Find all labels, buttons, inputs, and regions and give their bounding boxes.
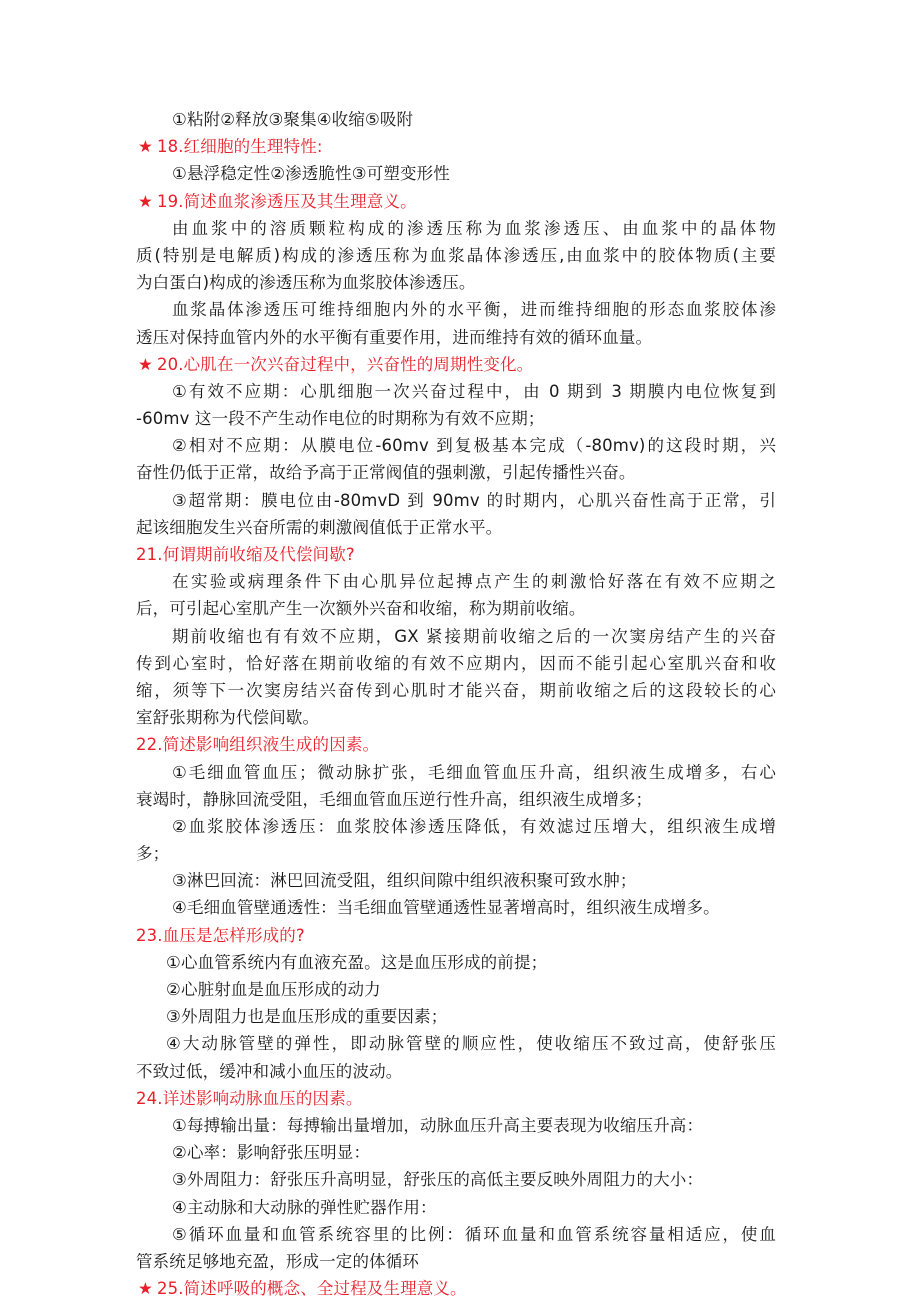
line-text: ①悬浮稳定性②渗透脆性③可塑变形性 <box>172 164 450 184</box>
line-text: 缩，须等下一次窦房结兴奋传到心肌时才能兴奋，期前收缩之后的这段较长的心 <box>136 680 776 700</box>
line-text: ⑤循环血量和血管系统容里的比例：循环血量和血管系统容量相适应，使血 <box>172 1224 776 1244</box>
line-text: 质(特别是电解质)构成的渗透压称为血浆晶体渗透压,由血浆中的胶体物质(主要 <box>136 245 776 265</box>
line-text: 22.简述影响组织液生成的因素。 <box>136 735 380 755</box>
text-line <box>136 405 776 432</box>
line-text: ④主动脉和大动脉的弹性贮器作用： <box>172 1197 437 1217</box>
text-line <box>136 269 776 296</box>
text-line <box>136 786 776 813</box>
line-text: 18.红细胞的生理特性: <box>156 137 323 157</box>
text-line <box>136 595 776 622</box>
text-line <box>136 650 776 677</box>
section-heading <box>136 731 776 758</box>
line-text: 23.血压是怎样形成的? <box>136 925 305 945</box>
section-heading <box>136 922 776 949</box>
line-text: 24.详述影响动脉血压的因素。 <box>136 1088 363 1108</box>
line-text: 起该细胞发生兴奋所需的刺激阀值低于正常水平。 <box>136 517 503 537</box>
star-icon: ★ <box>138 191 153 211</box>
text-line <box>136 759 776 786</box>
line-text: 在实验或病理条件下由心肌异位起搏点产生的刺激恰好落在有效不应期之 <box>172 572 776 592</box>
line-text: 透压对保持血管内外的水平衡有重要作用，进而维持有效的循环血量。 <box>136 327 653 347</box>
line-text: 多； <box>136 844 170 864</box>
section-heading <box>138 133 776 160</box>
text-line <box>136 514 776 541</box>
text-line <box>136 840 776 867</box>
text-line <box>136 1030 776 1057</box>
line-text: 20.心肌在一次兴奋过程中，兴奋性的周期性变化。 <box>156 354 534 374</box>
section-heading <box>138 1275 776 1302</box>
document-body <box>136 106 776 1302</box>
line-text: 为白蛋白)构成的渗透压称为血浆胶体渗透压。 <box>136 273 476 293</box>
text-line <box>136 813 776 840</box>
line-text: ③超常期：膜电位由-80mvD 到 90mv 的时期内，心肌兴奋性高于正常，引 <box>172 490 776 510</box>
line-text: 期前收缩也有有效不应期，GX 紧接期前收缩之后的一次窦房结产生的兴奋 <box>172 626 776 646</box>
text-line <box>136 894 776 921</box>
text-line <box>136 1058 776 1085</box>
line-text: ③外周阻力：舒张压升高明显，舒张压的高低主要反映外周阻力的大小： <box>172 1170 704 1190</box>
text-line <box>136 296 776 323</box>
text-line <box>136 459 776 486</box>
star-icon: ★ <box>138 1279 153 1299</box>
section-heading <box>138 188 776 215</box>
line-text: 室舒张期称为代偿间歇。 <box>136 708 320 728</box>
line-text: ①心血管系统内有血液充盈。这是血压形成的前提； <box>166 952 548 972</box>
line-text: ④大动脉管壁的弹性，即动脉管壁的顺应性，使收缩压不致过高，使舒张压 <box>166 1034 776 1054</box>
text-line <box>136 324 776 351</box>
line-text: 不致过低，缓冲和减小血压的波动。 <box>136 1061 403 1081</box>
line-text: ②血浆胶体渗透压：血浆胶体渗透压降低，有效滤过压增大，组织液生成增 <box>172 816 776 836</box>
star-icon: ★ <box>138 354 153 374</box>
text-line <box>136 487 776 514</box>
line-text: ①粘附②释放③聚集④收缩⑤吸附 <box>172 110 414 129</box>
line-text: ③外周阻力也是血压形成的重要因素； <box>166 1007 448 1027</box>
text-line <box>136 160 776 187</box>
line-text: ④毛细血管壁通透性：当毛细血管壁通透性显著增高时，组织液生成增多。 <box>172 898 720 918</box>
text-line <box>136 568 776 595</box>
line-text: 衰竭时，静脉回流受阻，毛细血管血压逆行性升高，组织液生成增多； <box>136 789 653 809</box>
text-line <box>136 976 776 1003</box>
line-text: ②相对不应期：从膜电位-60mv 到复极基本完成（-80mv)的这段时期，兴 <box>172 436 776 456</box>
text-line <box>136 1221 776 1248</box>
text-line <box>136 949 776 976</box>
text-line <box>136 378 776 405</box>
line-text: 25.简述呼吸的概念、全过程及生理意义。 <box>156 1279 467 1299</box>
text-line <box>136 704 776 731</box>
line-text: ①有效不应期：心肌细胞一次兴奋过程中，由 0 期到 3 期膜内电位恢复到 <box>172 381 776 401</box>
line-text: 传到心室时，恰好落在期前收缩的有效不应期内，因而不能引起心室肌兴奋和收 <box>136 653 776 673</box>
line-text: ③淋巴回流：淋巴回流受阻，组织间隙中组织液积聚可致水肿； <box>172 871 637 891</box>
section-heading <box>136 1085 776 1112</box>
text-line <box>136 106 776 133</box>
section-heading <box>138 351 776 378</box>
text-line <box>136 1139 776 1166</box>
text-line <box>136 1003 776 1030</box>
line-text: 奋性仍低于正常，故给予高于正常阀值的强刺激，引起传播性兴奋。 <box>136 463 636 483</box>
line-text: 21.何谓期前收缩及代偿间歇? <box>136 545 355 564</box>
text-line <box>136 1112 776 1139</box>
text-line <box>136 1194 776 1221</box>
line-text: ②心率：影响舒张压明显： <box>172 1143 371 1163</box>
line-text: 19.简述血浆渗透压及其生理意义。 <box>156 191 417 211</box>
text-line <box>136 623 776 650</box>
line-text: 后，可引起心室肌产生一次额外兴奋和收缩，称为期前收缩。 <box>136 599 586 619</box>
star-icon: ★ <box>138 137 153 157</box>
text-line <box>136 677 776 704</box>
line-text: ①每搏输出量：每搏输出量增加，动脉血压升高主要表现为收缩压升高： <box>172 1115 704 1135</box>
text-line <box>136 215 776 242</box>
text-line <box>136 432 776 459</box>
text-line <box>136 1248 776 1275</box>
text-line <box>136 242 776 269</box>
line-text: ①毛细血管血压；微动脉扩张，毛细血管血压升高，组织液生成增多，右心 <box>172 762 776 782</box>
section-heading <box>136 541 776 568</box>
line-text: ②心脏射血是血压形成的动力 <box>166 980 381 999</box>
line-text: 由血浆中的溶质颗粒构成的渗透压称为血浆渗透压、由血浆中的晶体物 <box>172 218 776 238</box>
text-line <box>136 867 776 894</box>
line-text: -60mv 这一段不产生动作电位的时期称为有效不应期； <box>136 409 545 429</box>
line-text: 血浆晶体渗透压可维持细胞内外的水平衡，进而维持细胞的形态血浆胶体渗 <box>172 300 776 320</box>
text-line <box>136 1166 776 1193</box>
line-text: 管系统足够地充盈，形成一定的体循环 <box>136 1251 420 1271</box>
